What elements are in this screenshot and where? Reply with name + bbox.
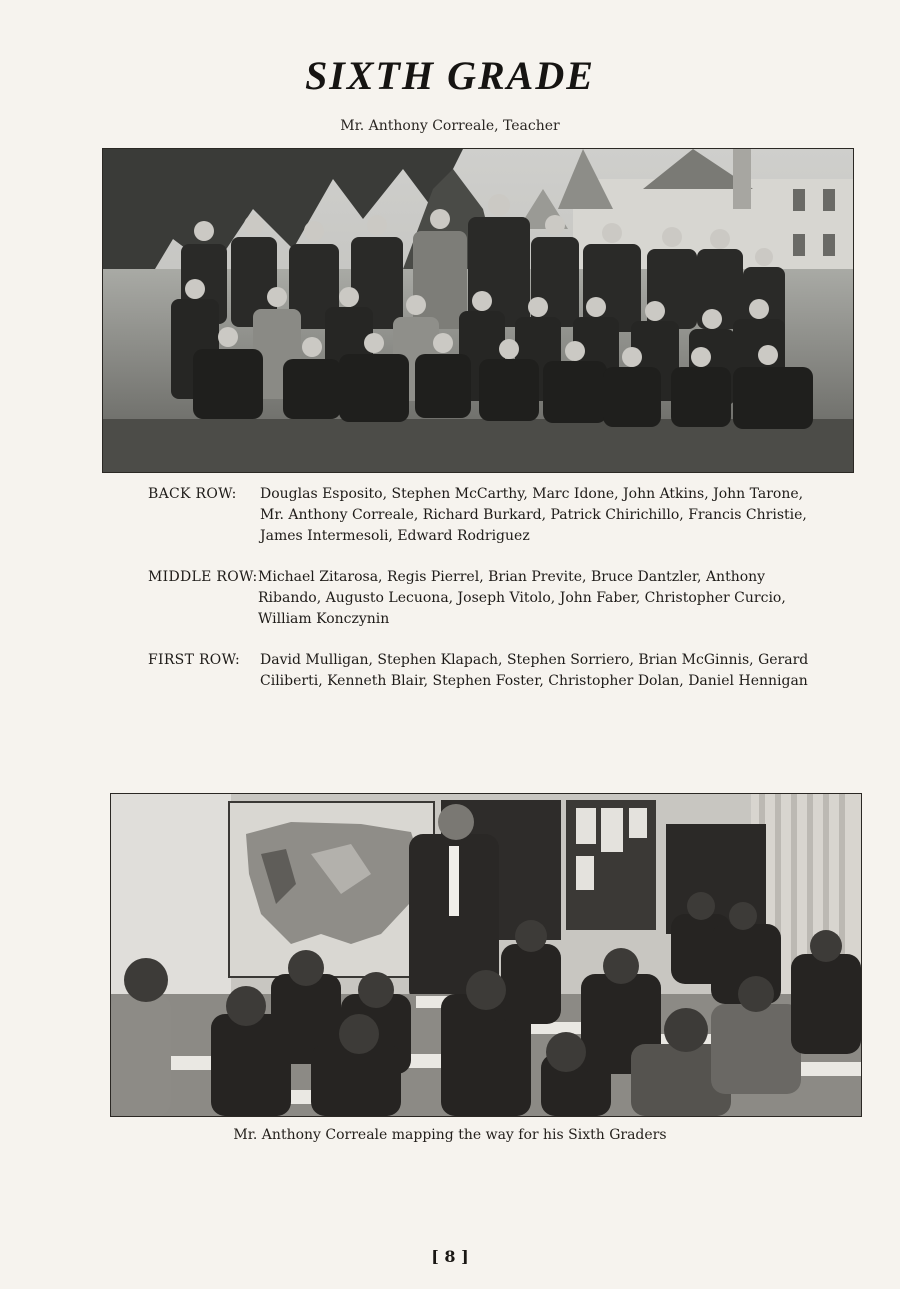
class-group-photo-image [103, 149, 853, 472]
photo-caption: Mr. Anthony Correale mapping the way for his Sixth Graders [233, 1127, 667, 1143]
roster-back-row [148, 484, 828, 550]
row-names: Michael Zitarosa, Regis Pierrel, Brian Previte, Bruce Dantzler, Anthony Ribando, Augusto Lecuona, Joseph Vitolo, John Faber, Christopher Curcio, William Konczynin [258, 569, 786, 627]
row-label: FIRST ROW: [148, 652, 241, 668]
row-label: MIDDLE ROW: [148, 569, 258, 585]
row-names: David Mulligan, Stephen Klapach, Stephen Sorriero, Brian McGinnis, Gerard Ciliberti, Kenneth Blair, Stephen Foster, Christopher Dolan, Daniel Hennigan [260, 652, 809, 689]
classroom-photo-image [111, 794, 861, 1116]
page-number: [ 8 ] [431, 1247, 469, 1266]
roster-middle-row [148, 567, 828, 633]
teacher-line: Mr. Anthony Correale, Teacher [340, 118, 560, 134]
class-group-photo [102, 148, 854, 473]
row-label: BACK ROW: [148, 486, 237, 502]
page-title: SIXTH GRADE [305, 53, 595, 98]
classroom-photo [110, 793, 862, 1117]
row-names: Douglas Esposito, Stephen McCarthy, Marc Idone, John Atkins, John Tarone, Mr. Anthony Correale, Richard Burkard, Patrick Chirichillo, Francis Christie, James Intermesoli, Edward Rodriguez [260, 486, 807, 544]
roster-first-row [148, 650, 828, 694]
